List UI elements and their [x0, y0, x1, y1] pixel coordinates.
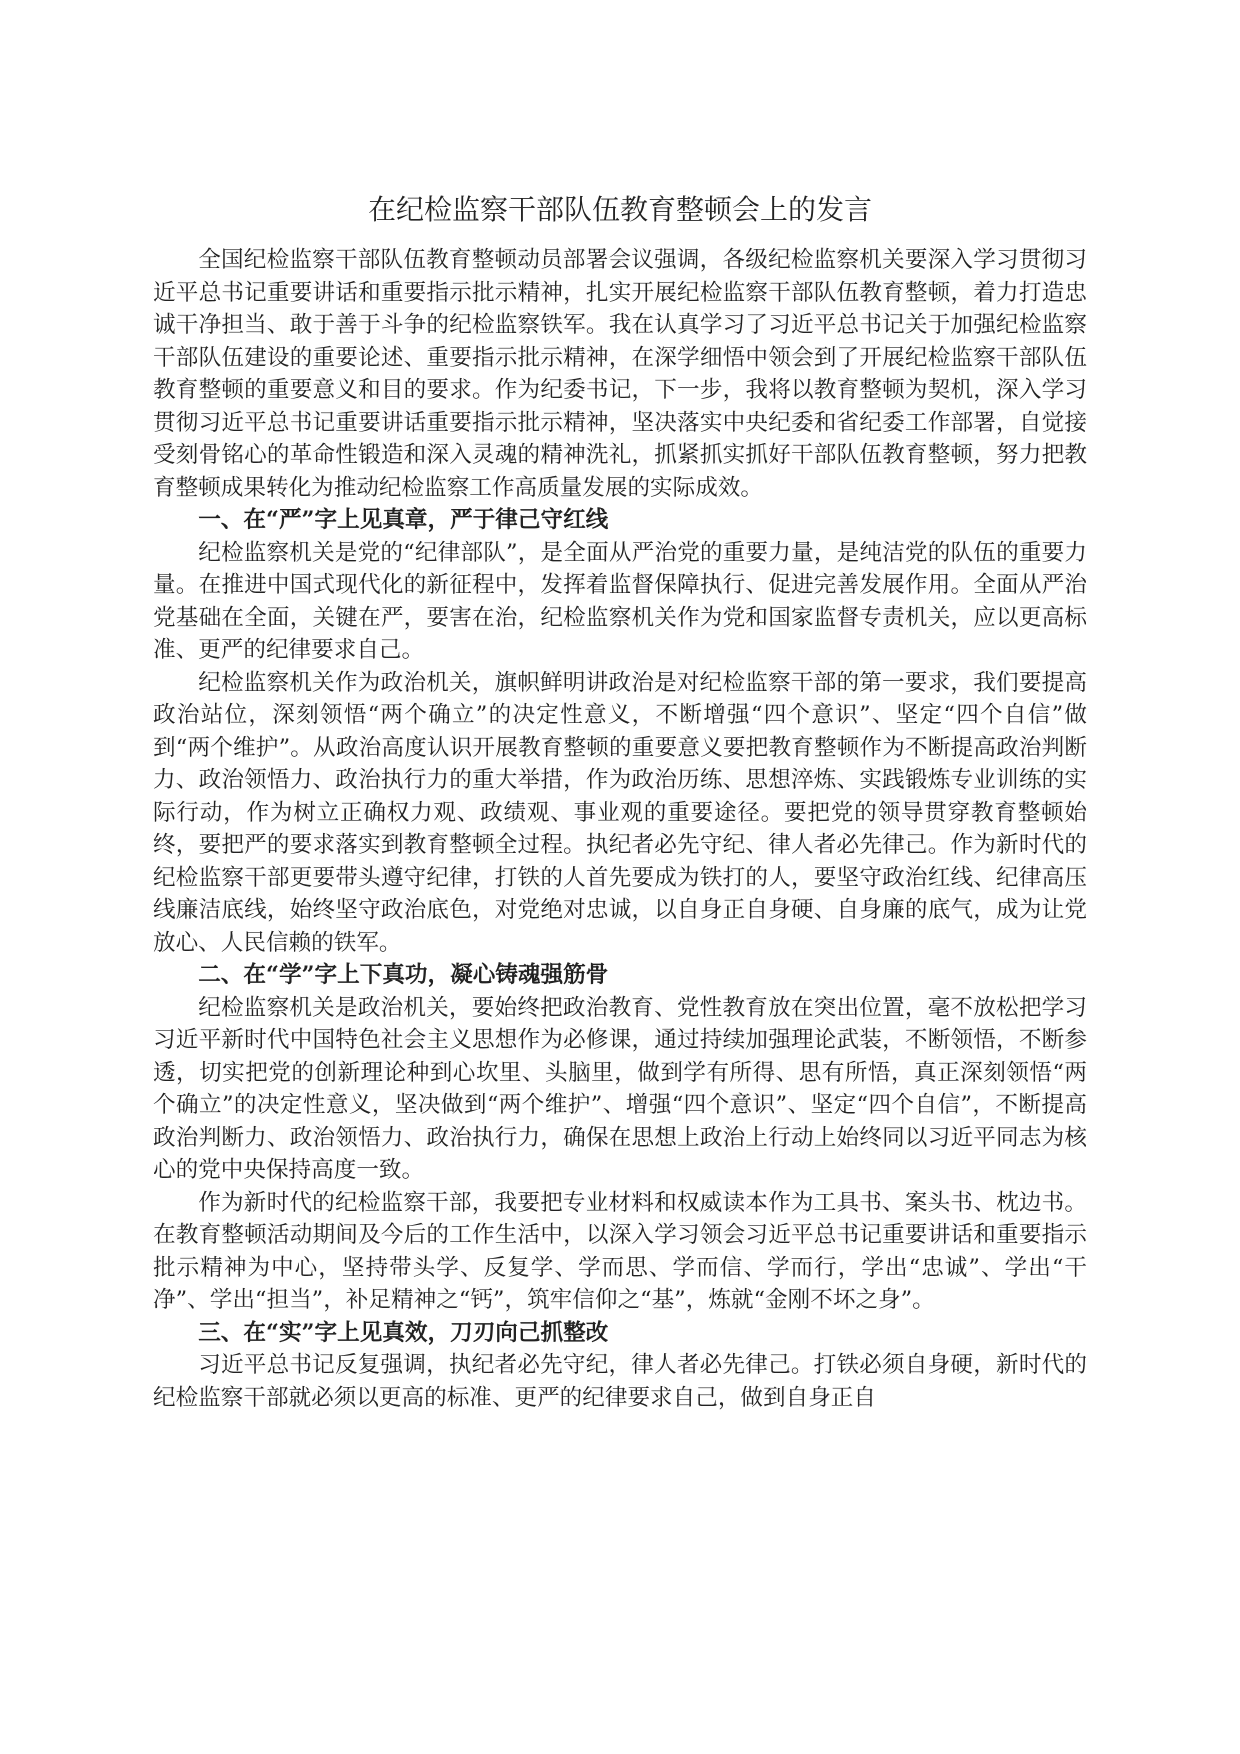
section-1-paragraph-2: 纪检监察机关作为政治机关，旗帜鲜明讲政治是对纪检监察干部的第一要求，我们要提高政治站位，深刻领悟“两个确立”的决定性意义，不断增强“四个意识”、坚定“四个自信”做到“两个维护”。从政治高度认识开展教育整顿的重要意义要把教育整顿作为不断提高政治判断力、政治领悟力、政治执行力的重大举措，作为政治历练、思想淬炼、实践锻炼专业训练的实际行动，作为树立正确权力观、政绩观、事业观的重要途径。要把党的领导贯穿教育整顿始终，要把严的要求落实到教育整顿全过程。执纪者必先守纪、律人者必先律己。作为新时代的纪检监察干部更要带头遵守纪律，打铁的人首先要成为铁打的人，要坚守政治红线、纪律高压线廉洁底线，始终坚守政治底色，对党绝对忠诚，以自身正自身硬、自身廉的底气，成为让党放心、人民信赖的铁军。: [153, 669, 1087, 956]
document-title: 在纪检监察干部队伍教育整顿会上的发言: [367, 193, 872, 226]
section-heading-2: 二、在“学”字上下真功，凝心铸魂强筋骨: [198, 962, 609, 988]
document-body: [153, 244, 1087, 1414]
section-heading-1: 一、在“严”字上见真章，严于律己守红线: [198, 507, 609, 533]
section-2-paragraph-2: 作为新时代的纪检监察干部，我要把专业材料和权威读本作为工具书、案头书、枕边书。在教育整顿活动期间及今后的工作生活中，以深入学习领会习近平总书记重要讲话和重要指示批示精神为中心，坚持带头学、反复学、学而思、学而信、学而行，学出“忠诚”、学出“干净”、学出“担当”，补足精神之“钙”，筑牢信仰之“基”，炼就“金刚不坏之身”。: [153, 1189, 1087, 1313]
section-1-paragraph-1: 纪检监察机关是党的“纪律部队”，是全面从严治党的重要力量，是纯洁党的队伍的重要力量。在推进中国式现代化的新征程中，发挥着监督保障执行、促进完善发展作用。全面从严治党基础在全面，关键在严，要害在治，纪检监察机关作为党和国家监督专责机关，应以更高标准、更严的纪律要求自己。: [153, 539, 1087, 663]
intro-paragraph: 全国纪检监察干部队伍教育整顿动员部署会议强调，各级纪检监察机关要深入学习贯彻习近平总书记重要讲话和重要指示批示精神，扎实开展纪检监察干部队伍教育整顿，着力打造忠诚干净担当、敢于善于斗争的纪检监察铁军。我在认真学习了习近平总书记关于加强纪检监察干部队伍建设的重要论述、重要指示批示精神，在深学细悟中领会到了开展纪检监察干部队伍教育整顿的重要意义和目的要求。作为纪委书记，下一步，我将以教育整顿为契机，深入学习贯彻习近平总书记重要讲话重要指示批示精神，坚决落实中央纪委和省纪委工作部署，自觉接受刻骨铭心的革命性锻造和深入灵魂的精神洗礼，抓紧抓实抓好干部队伍教育整顿，努力把教育整顿成果转化为推动纪检监察工作高质量发展的实际成效。: [153, 247, 1087, 501]
section-2-paragraph-1: 纪检监察机关是政治机关，要始终把政治教育、党性教育放在突出位置，毫不放松把学习习近平新时代中国特色社会主义思想作为必修课，通过持续加强理论武装，不断领悟，不断参透，切实把党的创新理论种到心坎里、头脑里，做到学有所得、思有所悟，真正深刻领悟“两个确立”的决定性意义，坚决做到“两个维护”、增强“四个意识”、坚定“四个自信”，不断提高政治判断力、政治领悟力、政治执行力，确保在思想上政治上行动上始终同以习近平同志为核心的党中央保持高度一致。: [153, 994, 1087, 1183]
section-3-paragraph-1: 习近平总书记反复强调，执纪者必先守纪，律人者必先律己。打铁必须自身硬，新时代的纪检监察干部就必须以更高的标准、更严的纪律要求自己，做到自身正自: [153, 1352, 1087, 1411]
section-heading-3: 三、在“实”字上见真效，刀刃向己抓整改: [198, 1319, 609, 1346]
